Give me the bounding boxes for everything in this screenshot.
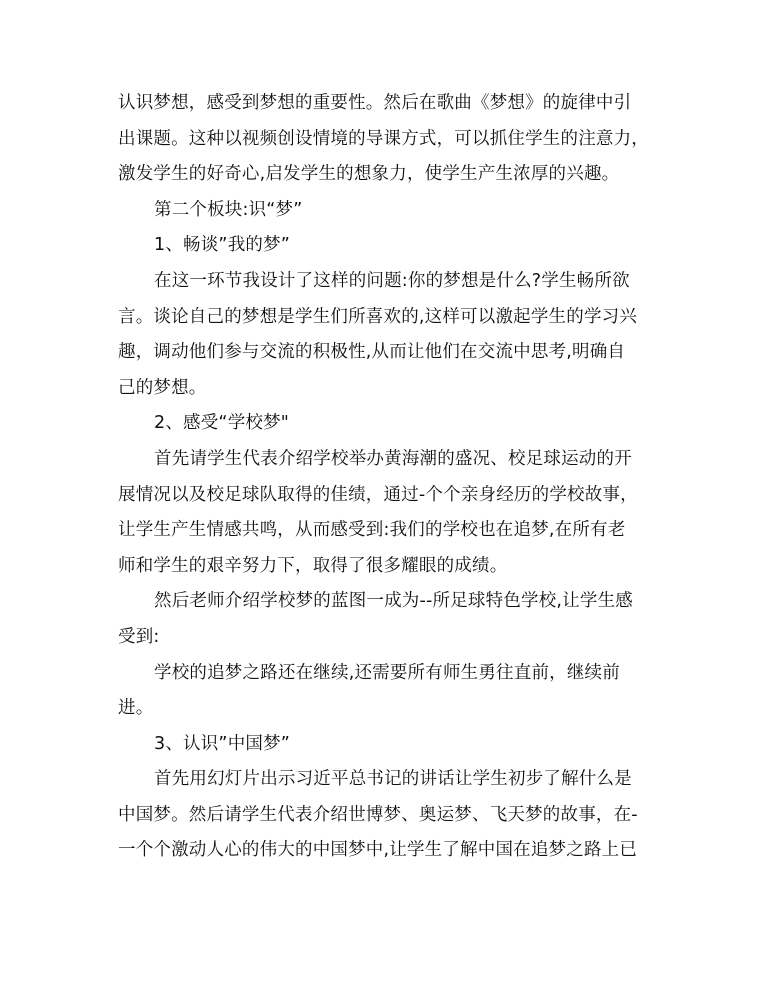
document-body (118, 86, 658, 869)
text-line: 首先用幻灯片出示习近平总书记的讲话让学生初步了解什么是 (154, 769, 632, 790)
text-line: 2、感受“学校梦" (154, 413, 290, 434)
text-line: 让学生产生情感共鸣，从而感受到:我们的学校也在追梦,在所有老 (118, 520, 626, 541)
text-line: 进。 (118, 698, 154, 719)
text-line: 然后老师介绍学校梦的蓝图一成为--所足球特色学校,让学生感 (154, 591, 633, 612)
text-line: 中国梦。然后请学生代表介绍世博梦、奥运梦、飞天梦的故事，在- (118, 804, 638, 825)
text-line: 己的梦想。 (118, 377, 207, 398)
text-line: 1、畅谈”我的梦” (154, 235, 291, 256)
text-line: 首先请学生代表介绍学校举办黄海潮的盛况、校足球运动的开 (154, 448, 632, 469)
text-line: 第二个板块:识“梦” (154, 199, 303, 220)
text-line: 认识梦想，感受到梦想的重要性。然后在歌曲《梦想》的旋律中引 (118, 93, 632, 113)
text-line: 展情况以及校足球队取得的佳绩，通过-个个亲身经历的学校故事， (118, 484, 638, 505)
text-line: 师和学生的艰辛努力下，取得了很多耀眼的成绩。 (118, 555, 508, 576)
text-line: 3、认识”中国梦” (154, 733, 291, 754)
text-line: 受到: (118, 626, 160, 647)
text-line: 在这一环节我设计了这样的问题:你的梦想是什么?学生畅所欲 (154, 270, 630, 291)
text-line: 激发学生的好奇心,启发学生的想象力，使学生产生浓厚的兴趣。 (118, 164, 620, 185)
text-line: 言。谈论自己的梦想是学生们所喜欢的,这样可以激起学生的学习兴 (118, 306, 638, 327)
text-line: 出课题。这种以视频创设情境的导课方式，可以抓住学生的注意力， (118, 128, 649, 149)
text-line: 学校的追梦之路还在继续,还需要所有师生勇往直前，继续前 (154, 662, 620, 683)
text-line: 一个个激动人心的伟大的中国梦中,让学生了解中国在追梦之路上已 (118, 840, 638, 861)
text-line: 趣，调动他们参与交流的积极性,从而让他们在交流中思考,明确自 (118, 342, 626, 363)
